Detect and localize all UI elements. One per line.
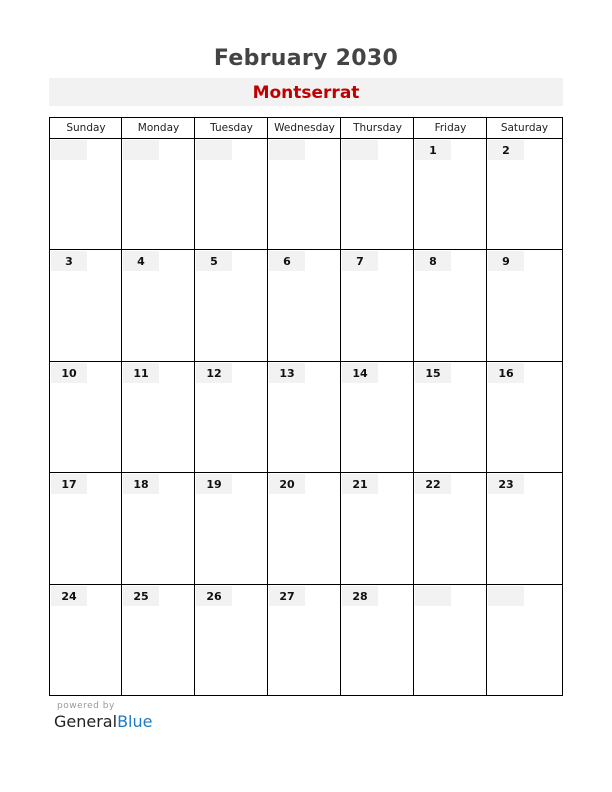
day-number: 22	[415, 474, 451, 494]
day-number	[51, 140, 87, 160]
calendar-title: February 2030	[213, 46, 399, 71]
day-number	[342, 140, 378, 160]
day-number: 28	[342, 586, 378, 606]
day-cell	[196, 585, 267, 694]
day-number: 24	[51, 586, 87, 606]
day-number	[415, 586, 451, 606]
day-cell	[488, 473, 561, 582]
day-cell	[342, 473, 413, 582]
day-cell	[415, 250, 486, 359]
country-name: Montserrat	[252, 83, 360, 103]
day-cell	[415, 139, 486, 248]
generalblue-logo	[54, 712, 152, 731]
day-cell	[51, 362, 121, 471]
day-number: 23	[488, 474, 524, 494]
day-number: 15	[415, 363, 451, 383]
day-cell	[269, 250, 340, 359]
weekday-monday: Monday	[137, 122, 180, 134]
country-banner	[49, 78, 563, 106]
day-cell	[269, 473, 340, 582]
day-number: 1	[415, 140, 451, 160]
empty-day-cell	[269, 139, 340, 248]
day-cell	[342, 585, 413, 694]
column-divider	[267, 118, 268, 695]
day-cell	[123, 362, 194, 471]
day-number: 7	[342, 251, 378, 271]
day-number: 3	[51, 251, 87, 271]
day-number: 16	[488, 363, 524, 383]
weekday-tuesday: Tuesday	[210, 122, 253, 134]
day-cell	[488, 139, 561, 248]
day-cell	[342, 362, 413, 471]
column-divider	[413, 118, 414, 695]
day-cell	[196, 250, 267, 359]
empty-day-cell	[415, 585, 486, 694]
powered-by-label: powered by	[57, 701, 115, 711]
day-number: 12	[196, 363, 232, 383]
empty-day-cell	[342, 139, 413, 248]
day-number: 6	[269, 251, 305, 271]
weekday-saturday: Saturday	[500, 122, 549, 134]
day-number: 19	[196, 474, 232, 494]
column-divider	[194, 118, 195, 695]
day-cell	[269, 362, 340, 471]
day-cell	[123, 585, 194, 694]
column-divider	[486, 118, 487, 695]
column-divider	[340, 118, 341, 695]
day-cell	[123, 473, 194, 582]
day-cell	[488, 250, 561, 359]
day-number	[488, 586, 524, 606]
day-number: 2	[488, 140, 524, 160]
weekday-friday: Friday	[434, 122, 467, 134]
day-number: 18	[123, 474, 159, 494]
day-number: 14	[342, 363, 378, 383]
weekday-thursday: Thursday	[353, 122, 402, 134]
day-cell	[488, 362, 561, 471]
empty-day-cell	[123, 139, 194, 248]
day-number: 10	[51, 363, 87, 383]
day-cell	[123, 250, 194, 359]
day-cell	[51, 585, 121, 694]
weekday-wednesday: Wednesday	[274, 122, 335, 134]
day-cell	[196, 473, 267, 582]
empty-day-cell	[488, 585, 561, 694]
day-number: 4	[123, 251, 159, 271]
day-cell	[269, 585, 340, 694]
day-cell	[51, 473, 121, 582]
day-number: 11	[123, 363, 159, 383]
day-number	[269, 140, 305, 160]
column-divider	[121, 118, 122, 695]
day-cell	[51, 250, 121, 359]
day-number: 17	[51, 474, 87, 494]
day-number: 21	[342, 474, 378, 494]
day-number: 20	[269, 474, 305, 494]
weekday-sunday: Sunday	[66, 122, 106, 134]
day-number: 26	[196, 586, 232, 606]
day-number: 5	[196, 251, 232, 271]
brand-general: General	[54, 712, 118, 731]
day-number: 13	[269, 363, 305, 383]
brand-blue: Blue	[117, 712, 153, 731]
day-cell	[196, 362, 267, 471]
day-cell	[415, 362, 486, 471]
day-number: 9	[488, 251, 524, 271]
day-number	[196, 140, 232, 160]
empty-day-cell	[196, 139, 267, 248]
day-number: 25	[123, 586, 159, 606]
day-number	[123, 140, 159, 160]
day-number: 8	[415, 251, 451, 271]
calendar-grid	[49, 117, 563, 696]
day-number: 27	[269, 586, 305, 606]
day-cell	[415, 473, 486, 582]
empty-day-cell	[51, 139, 121, 248]
day-cell	[342, 250, 413, 359]
